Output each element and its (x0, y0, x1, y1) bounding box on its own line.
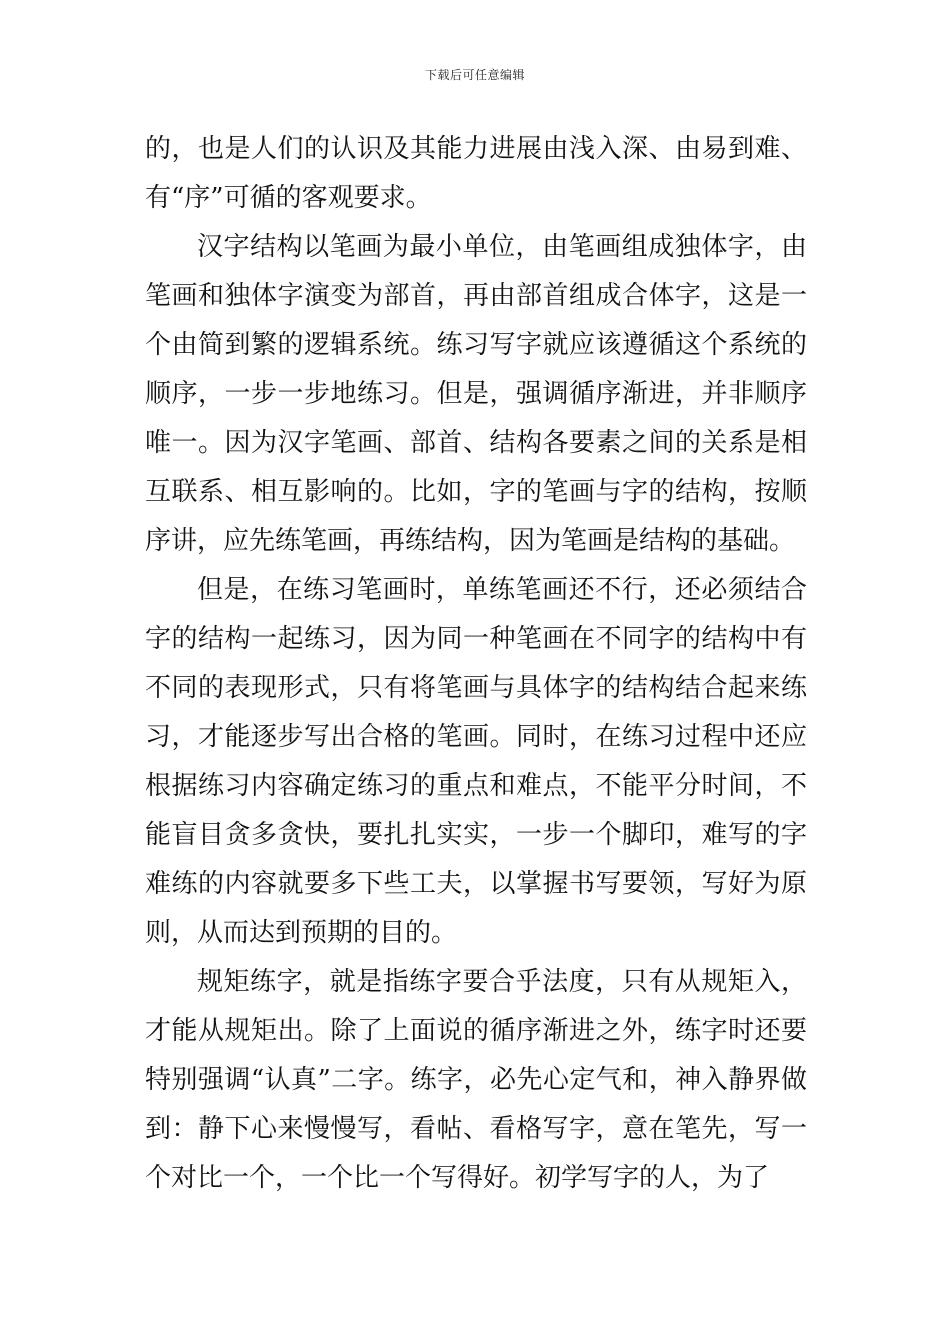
paragraph: 汉字结构以笔画为最小单位，由笔画组成独体字，由笔画和独体字演变为部首，再由部首组成合体字，这是一个由简到繁的逻辑系统。练习写字就应该遵循这个系统的顺序，一步一步地练习。但是，强调循序渐进，并非顺序唯一。因为汉字笔画、部首、结构各要素之间的关系是相互联系、相互影响的。比如，字的笔画与字的结构，按顺序讲，应先练笔画，再练结构，因为笔画是结构的基础。 (145, 232, 807, 556)
paragraph-continuation: 的，也是人们的认识及其能力进展由浅入深、由易到难、有“序”可循的客观要求。 (145, 134, 807, 213)
document-body (145, 125, 807, 1203)
paragraph: 但是，在练习笔画时，单练笔画还不行，还必须结合字的结构一起练习，因为同一种笔画在不同字的结构中有不同的表现形式，只有将笔画与具体字的结构结合起来练习，才能逐步写出合格的笔画。同时，在练习过程中还应根据练习内容确定练习的重点和难点，不能平分时间，不能盲目贪多贪快，要扎扎实实，一步一个脚印，难写的字难练的内容就要多下些工夫，以掌握书写要领，写好为原则，从而达到预期的目的。 (145, 575, 807, 948)
header-note: 下载后可任意编辑 (424, 68, 525, 82)
paragraph: 规矩练字，就是指练字要合乎法度，只有从规矩入，才能从规矩出。除了上面说的循序渐进之外，练字时还要特别强调“认真”二字。练字，必先心定气和，神入静界做到：静下心来慢慢写，看帖、看格写字，意在笔先，写一个对比一个，一个比一个写得好。初学写字的人，为了 (145, 967, 807, 1193)
